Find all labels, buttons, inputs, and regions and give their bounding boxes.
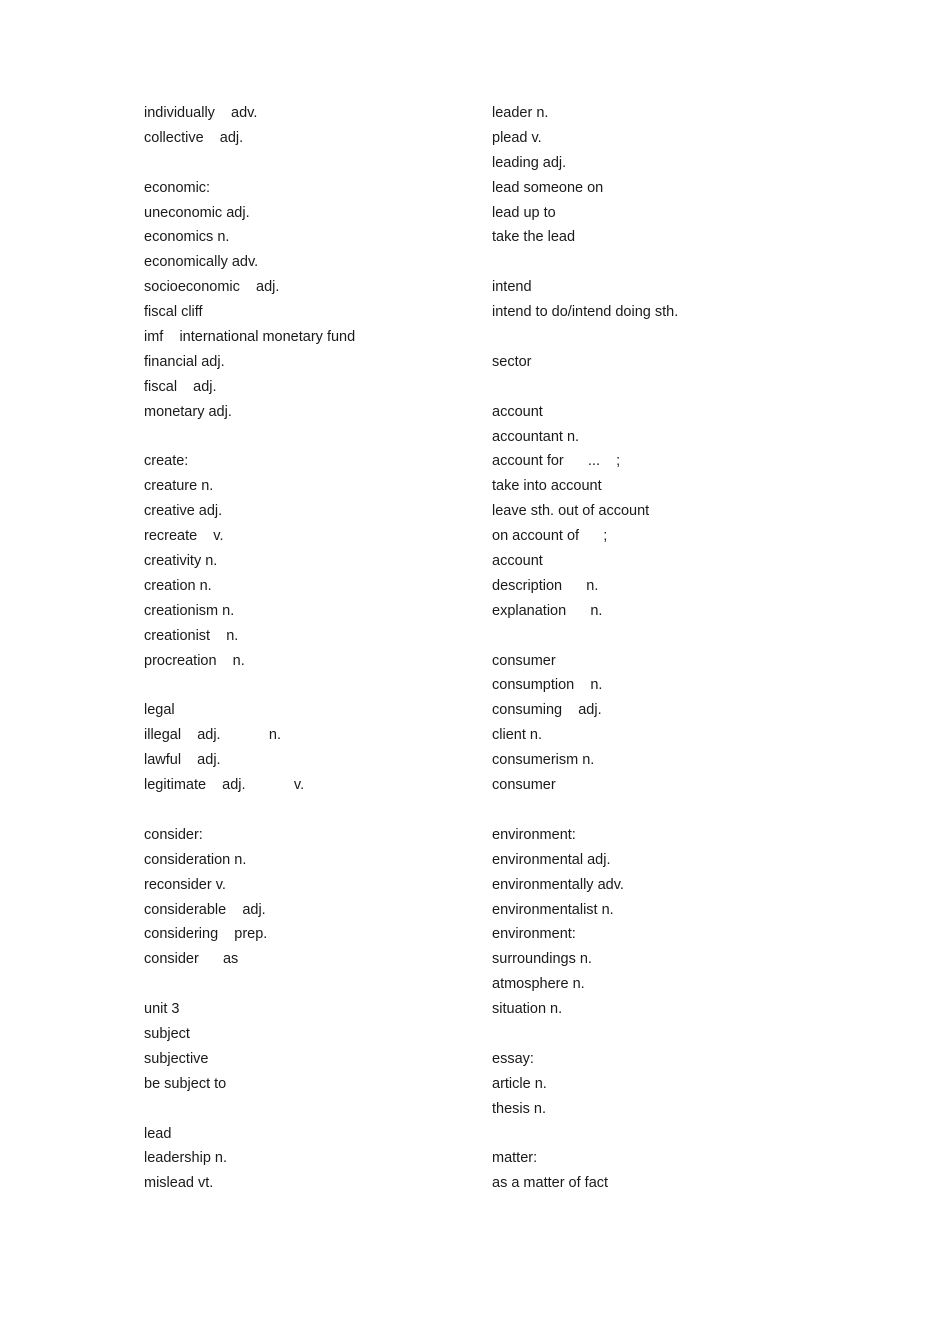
left-vocab-line: uneconomic adj.	[144, 204, 250, 221]
right-blank-line	[492, 624, 822, 649]
right-vocab-line: consuming adj.	[492, 702, 602, 719]
right-vocab-line: leader n.	[492, 105, 549, 121]
right-vocab-line: essay:	[492, 1050, 534, 1067]
left-blank-line	[144, 1097, 474, 1122]
left-vocab-line: procreation n.	[144, 652, 245, 669]
right-vocab-line: environmental adj.	[492, 851, 611, 868]
left-vocab-line: reconsider v.	[144, 876, 226, 893]
left-vocab-line: leadership n.	[144, 1150, 228, 1167]
left-vocab-line: economics n.	[144, 229, 230, 246]
left-vocab-line: subjective	[144, 1050, 209, 1067]
right-vocab-line: matter:	[492, 1150, 538, 1167]
left-vocab-line: collective adj.	[144, 129, 244, 146]
left-blank-line	[144, 972, 474, 997]
right-vocab-line: consumerism n.	[492, 752, 595, 769]
right-blank-line	[492, 1122, 822, 1147]
left-vocab-line: fiscal cliff	[144, 304, 203, 321]
left-blank-line	[144, 798, 474, 823]
left-vocab-line: individually adv.	[144, 105, 258, 121]
left-blank-line	[144, 425, 474, 450]
left-vocab-line: creationist n.	[144, 627, 239, 644]
right-blank-line	[492, 325, 822, 350]
right-vocab-line: accountant n.	[492, 428, 580, 445]
left-vocab-line: creationism n.	[144, 602, 235, 619]
left-vocab-line: monetary adj.	[144, 403, 232, 420]
right-vocab-line: surroundings n.	[492, 951, 592, 968]
right-vocab-line: take into account	[492, 478, 602, 495]
left-vocab-line: imf international monetary fund	[144, 329, 356, 346]
right-blank-line	[492, 1022, 822, 1047]
left-vocab-line: unit 3	[144, 1001, 180, 1018]
left-vocab-line: consider as	[144, 951, 239, 968]
right-vocab-line: leave sth. out of account	[492, 503, 650, 520]
left-vocab-line: considerable adj.	[144, 901, 266, 918]
left-vocab-line: legitimate adj. v.	[144, 777, 305, 794]
left-vocab-line: socioeconomic adj.	[144, 279, 280, 296]
right-vocab-line: consumer	[492, 777, 556, 794]
left-vocab-line: creature n.	[144, 478, 214, 495]
left-vocab-line: recreate v.	[144, 528, 224, 545]
left-column	[144, 101, 474, 1196]
right-blank-line	[492, 250, 822, 275]
left-vocab-line: mislead vt.	[144, 1175, 214, 1192]
right-vocab-line: description n.	[492, 577, 599, 594]
left-vocab-line: considering prep.	[144, 926, 268, 943]
right-vocab-line: thesis n.	[492, 1100, 546, 1117]
right-vocab-line: lead up to	[492, 204, 556, 221]
right-column	[492, 101, 822, 1196]
right-vocab-line: plead v.	[492, 129, 542, 146]
left-vocab-line: creative adj.	[144, 503, 223, 520]
right-vocab-line: sector	[492, 353, 532, 370]
right-vocab-line: lead someone on	[492, 179, 604, 196]
right-vocab-line: account	[492, 403, 543, 420]
right-blank-line	[492, 798, 822, 823]
right-blank-line	[492, 375, 822, 400]
left-vocab-line: lawful adj.	[144, 752, 221, 769]
left-blank-line	[144, 673, 474, 698]
right-vocab-line: article n.	[492, 1075, 547, 1092]
left-vocab-line: creativity n.	[144, 553, 218, 570]
left-vocab-line: illegal adj. n.	[144, 727, 282, 744]
left-vocab-line: subject	[144, 1025, 190, 1042]
left-blank-line	[144, 151, 474, 176]
right-vocab-line: client n.	[492, 727, 542, 744]
right-vocab-line: environment:	[492, 826, 576, 843]
right-vocab-line: intend	[492, 279, 532, 296]
left-vocab-line: economically adv.	[144, 254, 259, 271]
right-vocab-line: environmentally adv.	[492, 876, 624, 893]
right-vocab-line: account for ... ;	[492, 453, 621, 470]
left-vocab-line: financial adj.	[144, 353, 225, 370]
right-vocab-line: situation n.	[492, 1001, 563, 1018]
right-vocab-line: atmosphere n.	[492, 976, 585, 993]
right-vocab-line: on account of ;	[492, 528, 608, 545]
right-vocab-line: account	[492, 553, 543, 570]
left-vocab-line: consider:	[144, 826, 203, 843]
left-vocab-line: economic:	[144, 179, 211, 196]
right-vocab-line: consumption n.	[492, 677, 603, 694]
right-vocab-line: intend to do/intend doing sth.	[492, 304, 679, 321]
right-vocab-line: leading adj.	[492, 154, 567, 171]
left-vocab-line: legal	[144, 702, 175, 719]
right-vocab-line: consumer	[492, 652, 556, 669]
left-vocab-line: fiscal adj.	[144, 378, 217, 395]
right-vocab-line: environmentalist n.	[492, 901, 614, 918]
right-vocab-line: as a matter of fact	[492, 1175, 609, 1192]
left-vocab-line: consideration n.	[144, 851, 247, 868]
left-vocab-line: creation n.	[144, 577, 212, 594]
left-vocab-line: be subject to	[144, 1075, 227, 1092]
left-vocab-line: lead	[144, 1125, 172, 1142]
right-vocab-line: take the lead	[492, 229, 576, 246]
right-vocab-line: environment:	[492, 926, 576, 943]
left-vocab-line: create:	[144, 453, 189, 470]
right-vocab-line: explanation n.	[492, 602, 603, 619]
